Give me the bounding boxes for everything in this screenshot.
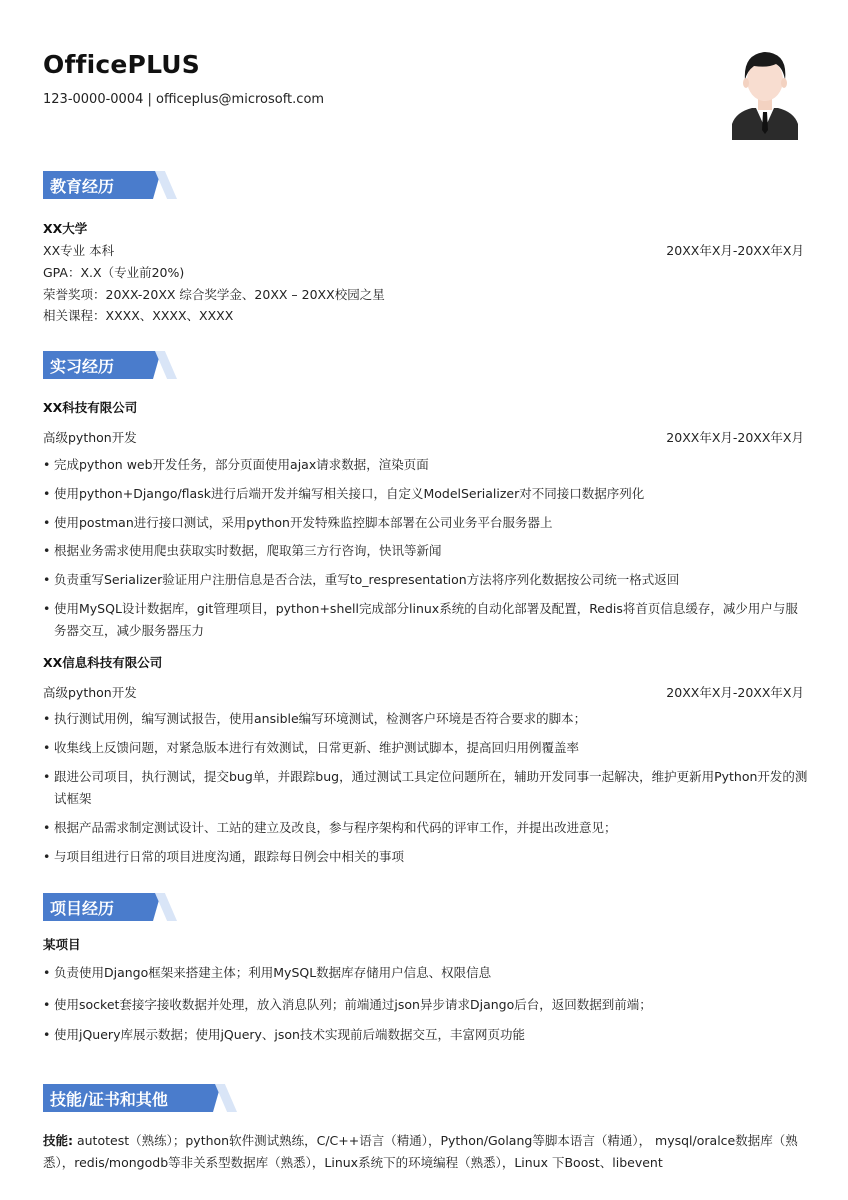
job-role: 高级python开发 <box>43 430 137 445</box>
list-item: • 根据产品需求制定测试设计、工站的建立及改良，参与程序架构和代码的评审工作，并提出改进意见； <box>43 817 808 839</box>
list-item: • 跟进公司项目，执行测试，提交bug单，并跟踪bug，通过测试工具定位问题所在，辅助开发同事一起解决，维护更新用Python开发的测试框架 <box>43 766 808 810</box>
company-name: XX信息科技有限公司 <box>43 655 163 670</box>
list-item: • 负责重写Serializer验证用户注册信息是否合法，重写to_respresentation方法将序列化数据按公司统一格式返回 <box>43 569 808 591</box>
major-degree: XX专业 本科 <box>43 243 115 258</box>
skills-text: autotest（熟练）；python软件测试熟练，C/C++语言（精通），Python/Golang等脚本语言（精通）， mysql/oralce数据库（熟悉），redis/mongodb等非关系型数据库（熟悉），Linux系统下的环境编程（熟悉），Linux 下Boost、libevent <box>43 1133 798 1170</box>
job-role: 高级python开发 <box>43 685 137 700</box>
honors: 荣誉奖项：20XX-20XX 综合奖学金、20XX – 20XX校园之星 <box>43 287 385 302</box>
list-item: • 使用python+Django/flask进行后端开发并编写相关接口，自定义ModelSerializer对不同接口数据序列化 <box>43 483 808 505</box>
project-name: 某项目 <box>43 937 81 952</box>
gpa: GPA：X.X（专业前20%) <box>43 265 185 280</box>
list-item: • 使用MySQL设计数据库，git管理项目，python+shell完成部分linux系统的自动化部署及配置，Redis将首页信息缓存，减少用户与服务器交互，减少服务器压力 <box>43 598 808 642</box>
job-date: 20XX年X月-20XX年X月 <box>666 430 804 445</box>
list-item: • 收集线上反馈问题，对紧急版本进行有效测试，日常更新、维护测试脚本，提高回归用例覆盖率 <box>43 737 808 759</box>
contact-info: 123-0000-0004 | officeplus@microsoft.com <box>43 92 325 107</box>
avatar <box>728 44 802 140</box>
list-item: • 使用postman进行接口测试，采用python开发特殊监控脚本部署在公司业务平台服务器上 <box>43 512 808 534</box>
list-item: • 使用socket套接字接收数据并处理，放入消息队列；前端通过json异步请求Django后台，返回数据到前端； <box>43 994 808 1016</box>
job-date: 20XX年X月-20XX年X月 <box>666 685 804 700</box>
skills-paragraph <box>43 1130 808 1174</box>
courses: 相关课程：XXXX、XXXX、XXXX <box>43 308 234 323</box>
company-name: XX科技有限公司 <box>43 400 138 415</box>
candidate-name: OfficePLUS <box>43 50 201 79</box>
list-item: • 使用jQuery库展示数据；使用jQuery、json技术实现前后端数据交互，丰富网页功能 <box>43 1024 808 1046</box>
skills-label: 技能: <box>43 1133 73 1148</box>
school-name: XX大学 <box>43 221 88 236</box>
list-item: • 执行测试用例，编写测试报告，使用ansible编写环境测试，检测客户环境是否符合要求的脚本； <box>43 708 808 730</box>
list-item: • 根据业务需求使用爬虫获取实时数据，爬取第三方行咨询，快讯等新闻 <box>43 540 808 562</box>
list-item: • 与项目组进行日常的项目进度沟通，跟踪每日例会中相关的事项 <box>43 846 808 868</box>
list-item: • 完成python web开发任务，部分页面使用ajax请求数据，渲染页面 <box>43 454 808 476</box>
resume-page: OfficePLUS 123-0000-0004 | officeplus@microsoft.com 教育经历 XX大学 XX专业 本科 20XX年X月-20XX年X月 GPA：X.X（专业前20%) 荣誉奖项：20XX-20XX 综合奖学金、20XX – 20XX校园之星 相关课程：XXXX、XXXX、XXXX 实习经历 XX科技有限公司 高级python开发 20XX年X月-20XX年X月 • 完成python web开发任务，部分页面使用ajax请求数据，渲染页面 • 使用python+Django/flask进行后端开发并编写相关接口，自定义ModelSerializer对不同接口数据序列化 • 使用postman进行接口测试，采用python开发特殊监控脚本部署在公司业务平台服务器上 • 根据业务需求使用爬虫获取实时数据，爬取第三方行咨询，快讯等新闻 • 负责重写Serializer验证用户注册信息是否合法，重写to_respresentation方法将序列化数据按公司统一格式返回 • 使用MySQL设计数据库，git管理项目，python+shell完成部分linux系统的自动化部署及配置，Redis将首页信息缓存，减少用户与服务器交互，减少服务器压力 XX信息科技有限公司 高级python开发 20XX年X月-20XX年X月 • 执行测试用例，编写测试报告，使用ansible编写环境测试，检测客户环境是否符合要求的脚本； • 收集线上反馈问题，对紧急版本进行有效测试，日常更新、维护测试脚本，提高回归用例覆盖率 • 跟进公司项目，执行测试，提交bug单，并跟踪bug，通过测试工具定位问题所在，辅助开发同事一起解决，维护更新用Python开发的测试框架 • 根据产品需求制定测试设计、工站的建立及改良，参与程序架构和代码的评审工作，并提出改进意见； • 与项目组进行日常的项目进度沟通，跟踪每日例会中相关的事项 项目经历 某项目 • 负责使用Django框架来搭建主体；利用MySQL数据库存储用户信息、权限信息 • 使用socket套接字接收数据并处理，放入消息队列；前端通过json异步请求Django后台，返回数据到前端； • 使用jQuery库展示数据；使用jQuery、json技术实现前后端数据交互，丰富网页功能 技能/证书和其他 技能: autotest（熟练）；python软件测试熟练，C/C++语言（精通），Python/Golang等脚本语言（精通）， mysql/oralce数据库（熟悉），redis/mongodb等非关系型数据库（熟悉），Linux系统下的环境编程（熟悉），Linux 下Boost、libevent <box>0 0 848 1200</box>
education-date: 20XX年X月-20XX年X月 <box>666 243 804 258</box>
list-item: • 负责使用Django框架来搭建主体；利用MySQL数据库存储用户信息、权限信息 <box>43 962 808 984</box>
